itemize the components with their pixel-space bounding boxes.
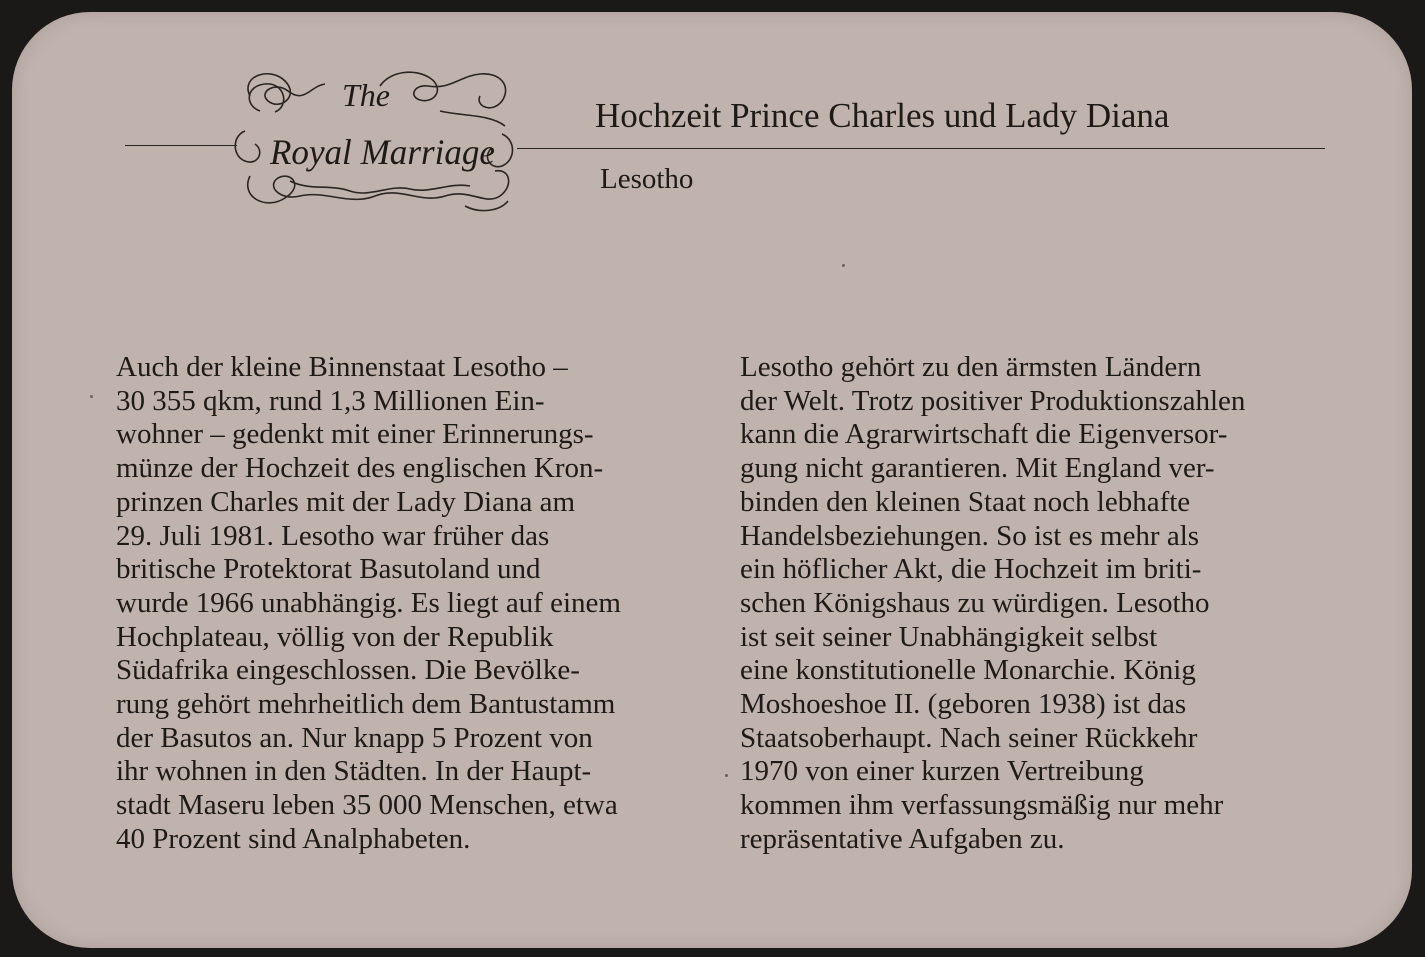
paper-speck [842,264,845,267]
text-line: wohner – gedenkt mit einer Erinnerungs- [116,418,594,451]
logo-text-the: The [342,77,390,113]
text-line: 40 Prozent sind Analphabeten. [116,822,471,855]
text-line: kann die Agrarwirtschaft die Eigenversor- [740,418,1228,451]
text-line: Lesotho gehört zu den ärmsten Ländern [740,351,1202,383]
text-line: ihr wohnen in den Städten. In der Haupt- [116,755,592,788]
text-line: britische Protektorat Basutoland und [116,553,541,586]
royal-marriage-logo [230,56,518,216]
text-line: repräsentative Aufgaben zu. [740,822,1065,855]
left-text-column [116,351,716,857]
text-line: schen Königshaus zu würdigen. Lesotho [740,586,1210,619]
page-title: Hochzeit Prince Charles und Lady Diana [595,96,1170,135]
text-line: kommen ihm verfassungsmäßig nur mehr [740,789,1224,822]
text-line: Staatsoberhaupt. Nach seiner Rückkehr [740,721,1198,754]
text-line: der Basutos an. Nur knapp 5 Prozent von [116,721,593,754]
text-line: 1970 von einer kurzen Vertreibung [740,755,1144,788]
text-line: 29. Juli 1981. Lesotho war früher das [116,519,550,552]
text-line: Moshoeshoe II. (geboren 1938) ist das [740,688,1187,721]
text-line: Hochplateau, völlig von der Republik [116,620,554,653]
text-line: stadt Maseru leben 35 000 Menschen, etwa [116,789,618,822]
paper-speck [725,774,728,777]
text-line: Handelsbeziehungen. So ist es mehr als [740,519,1200,552]
text-line: prinzen Charles mit der Lady Diana am [116,485,576,518]
text-line: 30 355 qkm, rund 1,3 Millionen Ein- [116,384,545,417]
logo-text-royal-marriage: Royal Marriage [269,132,496,172]
text-line: wurde 1966 unabhängig. Es liegt auf einem [116,586,621,619]
country-subtitle: Lesotho [600,163,694,195]
header-rule-right [517,148,1325,149]
text-line: binden den kleinen Staat noch lebhafte [740,485,1191,518]
text-line: ein höflicher Akt, die Hochzeit im briti- [740,553,1202,586]
text-line: der Welt. Trotz positiver Produktionszahlen [740,384,1246,417]
header-rule-left [125,145,237,146]
text-line: eine konstitutionelle Monarchie. König [740,654,1196,687]
paper-speck [90,395,93,398]
text-line: ist seit seiner Unabhängigkeit selbst [740,620,1158,653]
right-text-column [740,351,1340,857]
text-line: Südafrika eingeschlossen. Die Bevölke- [116,654,580,687]
text-line: Auch der kleine Binnenstaat Lesotho – [116,351,568,383]
text-line: rung gehört mehrheitlich dem Bantustamm [116,688,616,721]
text-line: münze der Hochzeit des englischen Kron- [116,452,604,485]
info-card [12,12,1412,948]
text-line: gung nicht garantieren. Mit England ver- [740,452,1215,485]
